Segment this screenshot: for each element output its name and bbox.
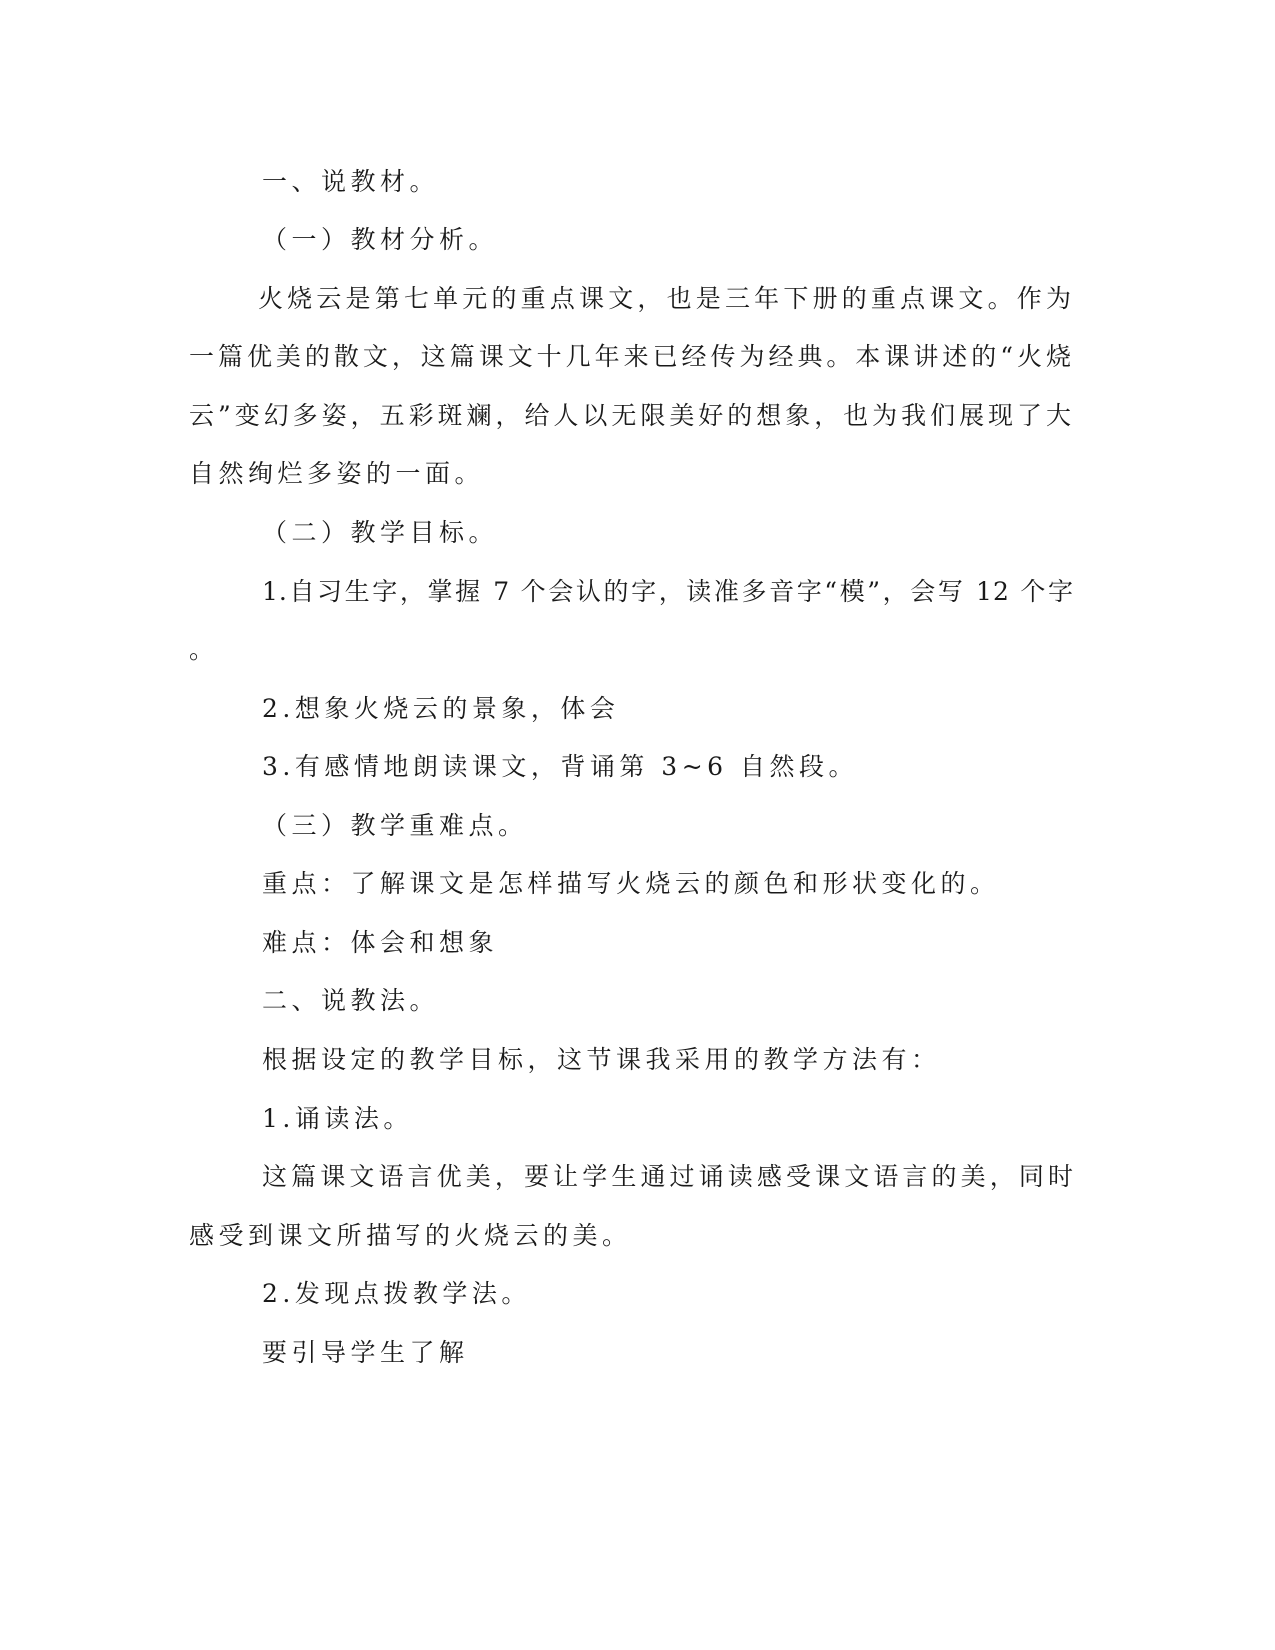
sub3-heading: （三）教学重难点。: [262, 811, 528, 840]
key-point: 重点：了解课文是怎样描写火烧云的颜色和形状变化的。: [262, 869, 1000, 898]
goal2: 2.想象火烧云的景象，体会: [262, 694, 620, 723]
para1-line2: 一篇优美的散文，这篇课文十几年来已经传为经典。本课讲述的“火烧: [189, 342, 1072, 371]
para1-line4: 自然绚烂多姿的一面。: [189, 459, 485, 488]
methods-intro: 根据设定的教学目标，这节课我采用的教学方法有：: [262, 1045, 941, 1074]
para1-line1: 火烧云是第七单元的重点课文，也是三年下册的重点课文。作为: [258, 284, 1072, 313]
difficulty: 难点：体会和想象: [262, 928, 499, 957]
section2-heading: 二、说教法。: [262, 986, 440, 1015]
goal3: 3.有感情地朗读课文，背诵第 3~6 自然段。: [262, 752, 859, 781]
method1-desc-line2: 感受到课文所描写的火烧云的美。: [189, 1221, 632, 1250]
method2-title: 2.发现点拨教学法。: [262, 1279, 531, 1308]
para1-line3: 云”变幻多姿，五彩斑斓，给人以无限美好的想象，也为我们展现了大: [189, 401, 1072, 430]
goal1-line1: 1.自习生字，掌握 7 个会认的字，读准多音字“模”，会写 12 个字: [262, 577, 1074, 606]
method2-desc: 要引导学生了解: [262, 1338, 469, 1367]
goal1-line2: 。: [189, 635, 219, 664]
method1-title: 1.诵读法。: [262, 1104, 413, 1133]
sub1-heading: （一）教材分析。: [262, 225, 499, 254]
sub2-heading: （二）教学目标。: [262, 518, 499, 547]
section1-heading: 一、说教材。: [262, 167, 440, 196]
method1-desc-line1: 这篇课文语言优美，要让学生通过诵读感受课文语言的美，同时: [262, 1162, 1074, 1191]
